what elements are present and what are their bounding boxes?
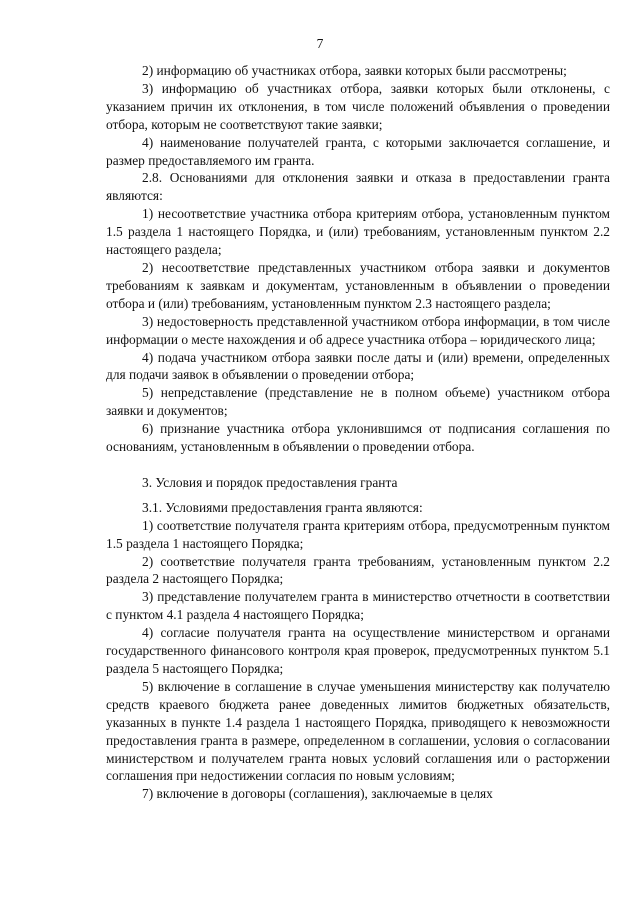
clause-3-1-item-4: 4) согласие получателя гранта на осуществление министерством и органами государственного финансового контроля края проверок, предусмотренных пунктом 5.1 раздела 5 настоящего Порядка; (106, 625, 610, 676)
clause-3-1: 3.1. Условиями предоставления гранта являются: (142, 499, 423, 515)
section-3-heading: 3. Условия и порядок предоставления гранта (142, 474, 398, 490)
clause-2-8: 2.8. Основаниями для отклонения заявки и отказа в предоставлении гранта являются: (106, 170, 610, 204)
page-number: 7 (316, 36, 324, 51)
clause-2-8-item-5: 5) непредставление (представление не в полном объеме) участником отбора заявки и документов; (106, 385, 610, 419)
clause-3-1-item-5: 5) включение в соглашение в случае уменьшения министерству как получателю средств краевого бюджета ранее доведенных лимитов бюджетных обязательств, указанных в пункте 1.4 раздела 1 настоящего Порядка, приводящего к невозможности предоставления гранта в размере, определенном в соглашении, условия о согласовании министерством и получателем гранта новых условий соглашения или о расторжении соглашения при недостижении согласия по новым условиям; (106, 678, 610, 784)
paragraph-4-list-item: 4) наименование получателей гранта, с которыми заключается соглашение, и размер предоставляемого им гранта. (106, 134, 610, 168)
clause-3-1-item-1: 1) соответствие получателя гранта критериям отбора, предусмотренным пунктом 1.5 раздела 1 настоящего Порядка; (106, 517, 610, 551)
clause-2-8-item-2: 2) несоответствие представленных участником отбора заявки и документов требованиям к заявкам и документам, установленным в объявлении о проведении отбора и (или) требованиям, установленным пунктом 2.3 настоящего раздела; (106, 259, 610, 311)
clause-3-1-item-3: 3) представление получателем гранта в министерство отчетности в соответствии с пунктом 4.1 раздела 4 настоящего Порядка; (106, 589, 610, 623)
clause-2-8-item-6: 6) признание участника отбора уклонившимся от подписания соглашения по основаниям, установленным в объявлении о проведении отбора. (106, 421, 610, 455)
clause-2-8-item-4: 4) подача участником отбора заявки после даты и (или) времени, определенных для подачи заявок в объявлении о проведении отбора; (106, 349, 610, 383)
clause-2-8-item-1: 1) несоответствие участника отбора критериям отбора, установленным пунктом 1.5 раздела 1 настоящего Порядка, и (или) требованиям, установленным пунктом 2.2 настоящего раздела; (106, 206, 610, 258)
clause-3-1-item-7: 7) включение в договоры (соглашения), заключаемые в целях (142, 786, 493, 802)
clause-2-8-item-3: 3) недостоверность представленной участником отбора информации, в том числе информации о месте нахождения и об адресе участника отбора – юридического лица; (106, 313, 610, 347)
document-body (106, 62, 610, 803)
paragraph-2-list-item: 2) информацию об участниках отбора, заявки которых были рассмотрены; (142, 63, 567, 78)
paragraph-3-list-item: 3) информацию об участниках отбора, заявки которых были отклонены, с указанием причин их отклонения, в том числе положений объявления о проведении отбора, которым не соответствуют такие заявки; (106, 80, 610, 132)
clause-3-1-item-2: 2) соответствие получателя гранта требованиям, установленным пунктом 2.2 раздела 2 настоящего Порядка; (106, 553, 610, 587)
